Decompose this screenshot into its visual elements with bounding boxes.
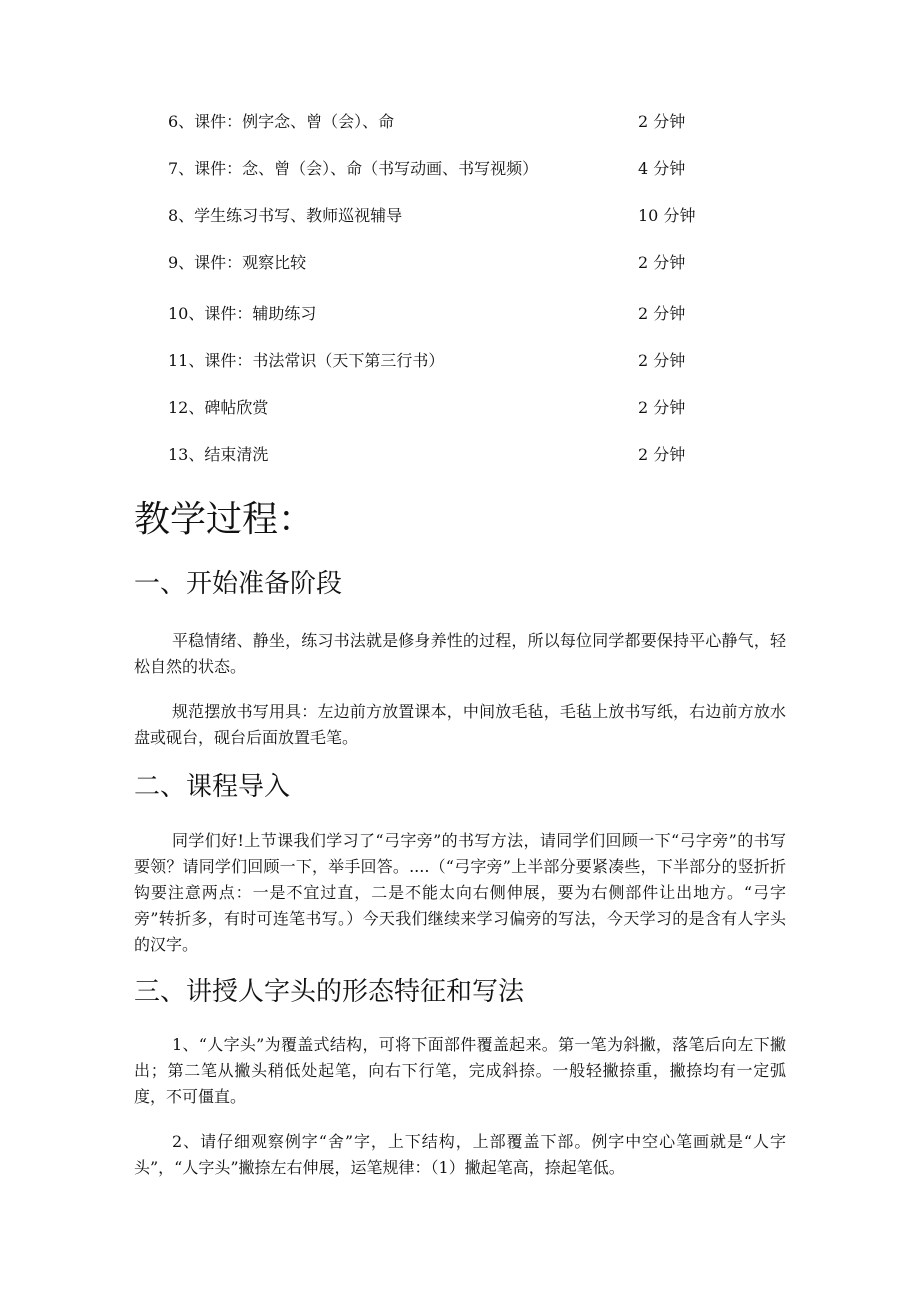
schedule-row bbox=[168, 443, 728, 490]
schedule-duration: 2 分钟 bbox=[638, 351, 686, 370]
schedule-row bbox=[168, 396, 728, 443]
schedule-duration: 2 分钟 bbox=[638, 398, 686, 417]
schedule-row bbox=[168, 204, 728, 251]
schedule-row bbox=[168, 251, 728, 302]
schedule-item: 9、课件：观察比较 bbox=[168, 253, 307, 272]
schedule-row bbox=[168, 110, 728, 157]
schedule-row bbox=[168, 157, 728, 204]
schedule-duration: 2 分钟 bbox=[638, 445, 686, 464]
schedule-item: 10、课件：辅助练习 bbox=[168, 304, 317, 323]
schedule-duration: 2 分钟 bbox=[638, 253, 686, 272]
schedule-duration: 10 分钟 bbox=[638, 206, 696, 225]
paragraph: 2、请仔细观察例字“舍”字，上下结构，上部覆盖下部。例字中空心笔画就是“人字头”，“人字头”撇捺左右伸展，运笔规律：（1）撇起笔高，捺起笔低。 bbox=[134, 1132, 786, 1177]
section-heading: 一、开始准备阶段 bbox=[134, 569, 343, 599]
schedule-item: 7、课件：念、曾（会）、命（书写动画、书写视频） bbox=[168, 159, 539, 178]
schedule-item: 8、学生练习书写、教师巡视辅导 bbox=[168, 206, 403, 225]
paragraph: 同学们好!上节课我们学习了“弓字旁”的书写方法，请同学们回顾一下“弓字旁”的书写要领？请同学们回顾一下，举手回答。....（“弓字旁”上半部分要紧凑些，下半部分的竖折折钩要注意两点：一是不宜过直，二是不能太向右侧伸展，要为右侧部件让出地方。“弓字旁”转折多，有时可连笔书写。）今天我们继续来学习偏旁的写法，今天学习的是含有人字头的汉字。 bbox=[134, 831, 786, 954]
schedule-duration: 4 分钟 bbox=[638, 159, 686, 178]
schedule-row bbox=[168, 302, 728, 349]
schedule-item: 6、课件：例字念、曾（会）、命 bbox=[168, 112, 395, 131]
schedule-duration: 2 分钟 bbox=[638, 304, 686, 323]
schedule-item: 11、课件：书法常识（天下第三行书） bbox=[168, 351, 445, 370]
schedule-duration: 2 分钟 bbox=[638, 112, 686, 131]
schedule-item: 13、结束清洗 bbox=[168, 445, 269, 464]
paragraph: 1、“人字头”为覆盖式结构，可将下面部件覆盖起来。第一笔为斜撇，落笔后向左下撇出；第二笔从撇头稍低处起笔，向右下行笔，完成斜捺。一般轻撇捺重，撇捺均有一定弧度，不可僵直。 bbox=[134, 1035, 786, 1106]
section-heading: 三、讲授人字头的形态特征和写法 bbox=[134, 977, 525, 1007]
paragraph: 平稳情绪、静坐，练习书法就是修身养性的过程，所以每位同学都要保持平心静气，轻松自然的状态。 bbox=[134, 631, 786, 676]
schedule-list bbox=[168, 110, 728, 490]
schedule-item: 12、碑帖欣赏 bbox=[168, 398, 269, 417]
page-title: 教学过程： bbox=[134, 499, 315, 540]
paragraph: 规范摆放书写用具：左边前方放置课本，中间放毛毡，毛毡上放书写纸，右边前方放水盘或砚台，砚台后面放置毛笔。 bbox=[134, 702, 786, 747]
section-heading: 二、课程导入 bbox=[134, 772, 291, 802]
schedule-row bbox=[168, 349, 728, 396]
